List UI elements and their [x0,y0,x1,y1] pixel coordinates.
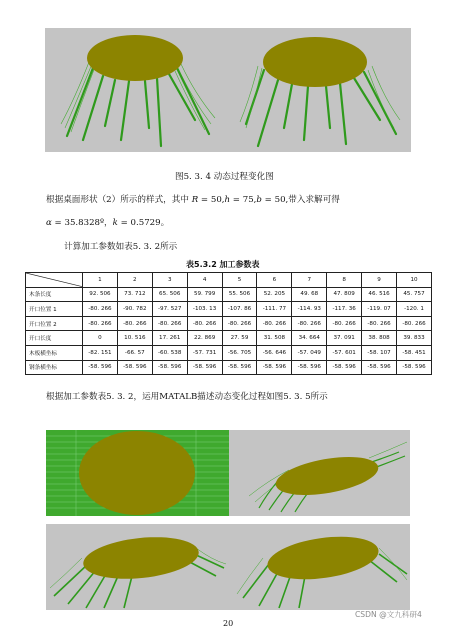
paragraph-1-line-1 [46,193,340,205]
table-cell: -58. 596 [257,360,292,375]
table-cell: -58. 596 [222,360,257,375]
table-row [26,302,432,317]
table-col-header: 8 [327,273,362,288]
table-cell: 73. 712 [117,287,152,302]
paragraph-1-end: 。 [160,218,170,228]
table-cell: -56. 646 [257,345,292,360]
paragraph-3: 根据加工参数表5. 3. 2，运用MATALB描述动态变化过程如图5. 3. 5所示 [46,392,328,402]
table-cell: -80. 266 [292,316,327,331]
tabletop-ellipse [263,37,367,87]
table-col-header: 3 [152,273,187,288]
table-cell: -80. 266 [152,316,187,331]
val-h: = 75, [230,195,257,205]
table-col-header: 2 [117,273,152,288]
table-cell: -57. 601 [327,345,362,360]
table-cell: -58. 596 [152,360,187,375]
figure-534-panel-right [228,28,411,152]
paragraph-1-suffix: ,带入求解可得 [285,195,340,205]
table-cell: -58. 596 [362,360,397,375]
table-cell: 10. 516 [117,331,152,346]
csdn-watermark: CSDN @文九科研4 [355,610,422,619]
table-header-row [26,273,432,288]
table-cell: -111. 77 [257,302,292,317]
table-cell: -56. 705 [222,345,257,360]
table-532-title: 表5.3.2 加工参数表 [186,260,260,269]
table-cell: -66. 57 [117,345,152,360]
table-cell: -80. 266 [83,302,118,317]
table-cell: -80. 266 [362,316,397,331]
table-cell: 52. 205 [257,287,292,302]
table-cell: 92. 506 [83,287,118,302]
table-cell: 46. 516 [362,287,397,302]
val-R: = 50, [198,195,225,205]
val-b: = 50 [261,195,286,205]
table-cell: -80. 266 [257,316,292,331]
table-cell: 59. 799 [187,287,222,302]
table-cell: -119. 07 [362,302,397,317]
table-532 [25,272,432,375]
table-cell: -103. 13 [187,302,222,317]
table-cell: -80. 266 [222,316,257,331]
var-b: b [256,195,262,205]
table-cell: -80. 266 [187,316,222,331]
table-cell: 0 [83,331,118,346]
table-row-label: 木板横坐标 [26,345,83,360]
table-row-label: 木条长度 [26,287,83,302]
table-cell: 17. 261 [152,331,187,346]
table-row [26,345,432,360]
table-cell: -58. 451 [397,345,432,360]
table-cell: -80. 266 [397,316,432,331]
table-row [26,287,432,302]
figure-534-caption: 图5. 3. 4 动态过程变化图 [175,172,274,182]
table-cell: -107. 86 [222,302,257,317]
table-cell: 45. 757 [397,287,432,302]
table-cell: -120. 1 [397,302,432,317]
table-col-header: 1 [83,273,118,288]
table-cell: 47. 809 [327,287,362,302]
table-cell: -97. 527 [152,302,187,317]
table-row-label: 开口位置 2 [26,316,83,331]
table-cell: -58. 596 [292,360,327,375]
table-cell: -58. 107 [362,345,397,360]
table-cell: -80. 266 [83,316,118,331]
figure-535-panel-flat [46,430,229,516]
table-col-header: 6 [257,273,292,288]
table-cell: 34. 664 [292,331,327,346]
figure-535-panel-3 [46,524,229,610]
tabletop-ellipse [87,35,183,81]
figure-535-panel-2 [229,430,410,516]
table-row-label: 钢条横坐标 [26,360,83,375]
tabletop-ellipse [273,450,381,502]
table-row-label: 开口位置 1 [26,302,83,317]
table-corner-cell [26,273,83,288]
figure-534-panel-left [45,28,228,152]
table-cell: -57. 049 [292,345,327,360]
table-col-header: 7 [292,273,327,288]
page-number: 20 [223,619,234,628]
table-row [26,360,432,375]
var-k: k [112,218,118,228]
table-row [26,331,432,346]
table-row [26,316,432,331]
var-alpha: α [46,218,52,228]
table-cell: 27. 59 [222,331,257,346]
figure-535-panel-4 [229,524,410,610]
tabletop-ellipse [79,431,195,515]
table-cell: 22. 869 [187,331,222,346]
table-cell: 49. 68 [292,287,327,302]
table-cell: -58. 596 [327,360,362,375]
table-cell: -114. 93 [292,302,327,317]
tabletop-ellipse [265,530,381,585]
tabletop-ellipse [81,532,201,584]
var-h: h [224,195,231,205]
table-cell: 65. 506 [152,287,187,302]
val-alpha: = 35.8328º， [51,218,113,228]
table-row-label: 开口长度 [26,331,83,346]
table-cell: 39. 833 [397,331,432,346]
table-cell: -117. 36 [327,302,362,317]
var-R: R [191,195,199,205]
paragraph-1-line-2 [46,216,169,228]
table-cell: -58. 596 [397,360,432,375]
table-col-header: 9 [362,273,397,288]
table-cell: 55. 506 [222,287,257,302]
table-col-header: 5 [222,273,257,288]
table-cell: 31. 508 [257,331,292,346]
table-cell: -80. 266 [327,316,362,331]
table-cell: 37. 091 [327,331,362,346]
paragraph-2: 计算加工参数如表5. 3. 2所示 [64,242,178,252]
table-cell: -82. 151 [83,345,118,360]
table-col-header: 10 [397,273,432,288]
table-cell: -80. 266 [117,316,152,331]
val-k: = 0.5729 [117,218,161,228]
table-cell: -90. 782 [117,302,152,317]
table-cell: -60. 538 [152,345,187,360]
table-cell: -58. 596 [187,360,222,375]
paragraph-1-prefix: 根据桌面形状（2）所示的样式，其中 [46,195,192,205]
table-cell: 38. 808 [362,331,397,346]
table-cell: -57. 731 [187,345,222,360]
table-cell: -58. 596 [83,360,118,375]
table-col-header: 4 [187,273,222,288]
table-cell: -58. 596 [117,360,152,375]
